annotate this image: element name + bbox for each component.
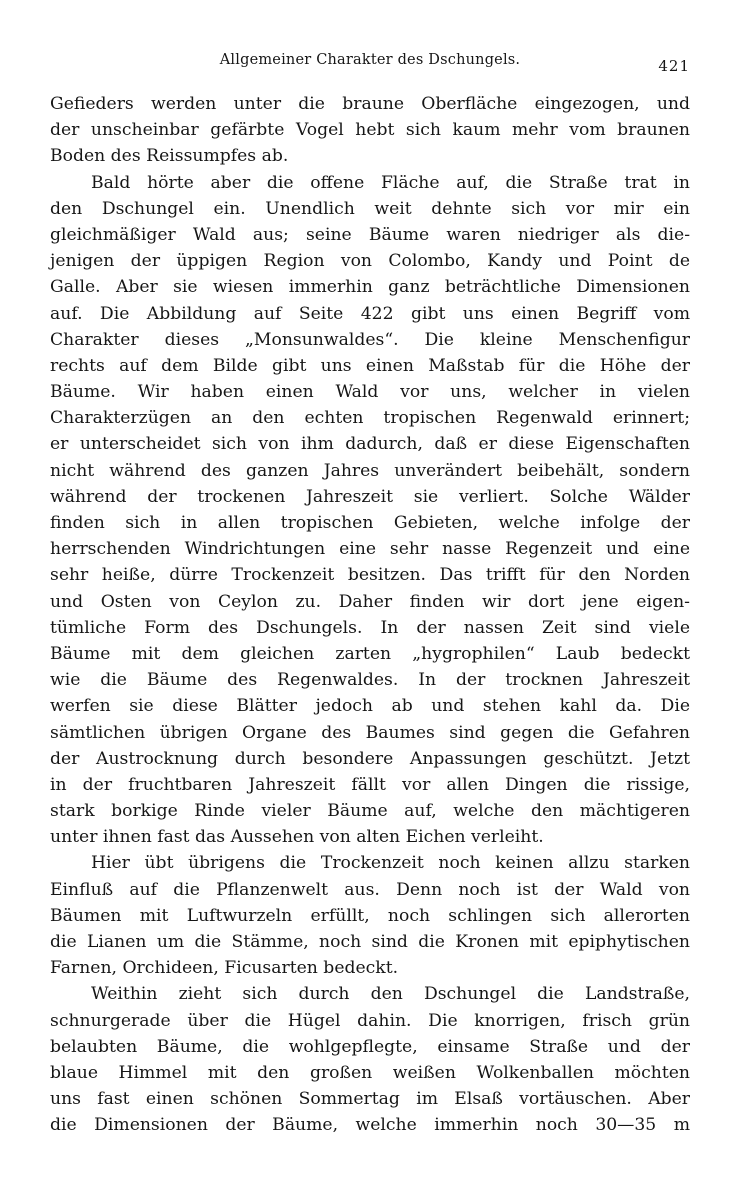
text-line: rechts auf dem Bilde gibt uns einen Maßstab für die Höhe der bbox=[50, 355, 690, 376]
text-line: den Dschungel ein. Unendlich weit dehnte sich vor mir ein bbox=[50, 198, 690, 219]
text-line: Bald hörte aber die offene Fläche auf, die Straße trat in bbox=[91, 172, 690, 193]
text-line: tümliche Form des Dschungels. In der nassen Zeit sind viele bbox=[50, 617, 690, 638]
text-line: in der fruchtbaren Jahreszeit fällt vor allen Dingen die rissige, bbox=[50, 774, 690, 795]
text-line: uns fast einen schönen Sommertag im Elsaß vortäuschen. Aber bbox=[50, 1089, 690, 1110]
text-line: gleichmäßiger Wald aus; seine Bäume waren niedriger als die- bbox=[50, 224, 690, 245]
text-line: Galle. Aber sie wiesen immerhin ganz beträchtliche Dimensionen bbox=[50, 277, 690, 298]
text-line: Einfluß auf die Pflanzenwelt aus. Denn noch ist der Wald von bbox=[50, 879, 690, 900]
text-line: und Osten von Ceylon zu. Daher finden wir dort jene eigen- bbox=[50, 591, 690, 612]
text-line: herrschenden Windrichtungen eine sehr nasse Regenzeit und eine bbox=[50, 539, 690, 560]
text-line: nicht während des ganzen Jahres unverändert beibehält, sondern bbox=[50, 460, 690, 481]
text-line: Bäumen mit Luftwurzeln erfüllt, noch schlingen sich allerorten bbox=[50, 905, 690, 926]
text-line: Bäume. Wir haben einen Wald vor uns, welcher in vielen bbox=[50, 382, 690, 403]
text-line: Farnen, Orchideen, Ficusarten bedeckt. bbox=[50, 958, 399, 979]
text-line: der Austrocknung durch besondere Anpassungen geschützt. Jetzt bbox=[50, 748, 690, 769]
text-line: Charakterzügen an den echten tropischen Regenwald erinnert; bbox=[50, 408, 690, 429]
text-line: werfen sie diese Blätter jedoch ab und stehen kahl da. Die bbox=[50, 696, 690, 717]
text-line: der unscheinbar gefärbte Vogel hebt sich kaum mehr vom braunen bbox=[50, 120, 690, 141]
body-text bbox=[50, 91, 690, 1139]
text-line: Gefieders werden unter die braune Oberfläche eingezogen, und bbox=[50, 94, 690, 114]
text-line: wie die Bäume des Regenwaldes. In der trocknen Jahreszeit bbox=[50, 670, 690, 691]
text-line: Bäume mit dem gleichen zarten „hygrophilen“ Laub bedeckt bbox=[50, 643, 690, 664]
running-head bbox=[50, 52, 690, 75]
text-line: sämtlichen übrigen Organe des Baumes sind gegen die Gefahren bbox=[50, 722, 690, 743]
text-line: Charakter dieses „Monsunwaldes“. Die kleine Menschenfigur bbox=[50, 329, 690, 350]
text-line: finden sich in allen tropischen Gebieten, welche infolge der bbox=[50, 513, 690, 533]
text-line: unter ihnen fast das Aussehen von alten Eichen verleiht. bbox=[50, 827, 544, 848]
text-line: Hier übt übrigens die Trockenzeit noch keinen allzu starken bbox=[91, 853, 690, 874]
text-line: die Lianen um die Stämme, noch sind die Kronen mit epiphytischen bbox=[50, 932, 690, 952]
running-title: Allgemeiner Charakter des Dschungels. bbox=[219, 52, 521, 68]
text-line: auf. Die Abbildung auf Seite 422 gibt uns einen Begriff vom bbox=[50, 303, 690, 324]
text-line: belaubten Bäume, die wohlgepflegte, einsame Straße und der bbox=[50, 1036, 690, 1057]
text-line: jenigen der üppigen Region von Colombo, Kandy und Point de bbox=[50, 251, 690, 272]
text-line: Boden des Reissumpfes ab. bbox=[50, 146, 289, 167]
text-line: blaue Himmel mit den großen weißen Wolkenballen möchten bbox=[50, 1062, 690, 1083]
text-line: schnurgerade über die Hügel dahin. Die knorrigen, frisch grün bbox=[50, 1010, 690, 1031]
text-line: er unterscheidet sich von ihm dadurch, daß er diese Eigenschaften bbox=[50, 434, 690, 455]
text-line: sehr heiße, dürre Trockenzeit besitzen. Das trifft für den Norden bbox=[50, 565, 690, 586]
page-number: 421 bbox=[658, 57, 690, 75]
text-line: die Dimensionen der Bäume, welche immerhin noch 30—35 m bbox=[50, 1115, 690, 1136]
text-line: Weithin zieht sich durch den Dschungel die Landstraße, bbox=[91, 984, 690, 1005]
text-line: stark borkige Rinde vieler Bäume auf, welche den mächtigeren bbox=[50, 801, 690, 822]
text-line: während der trockenen Jahreszeit sie verliert. Solche Wälder bbox=[50, 486, 690, 507]
